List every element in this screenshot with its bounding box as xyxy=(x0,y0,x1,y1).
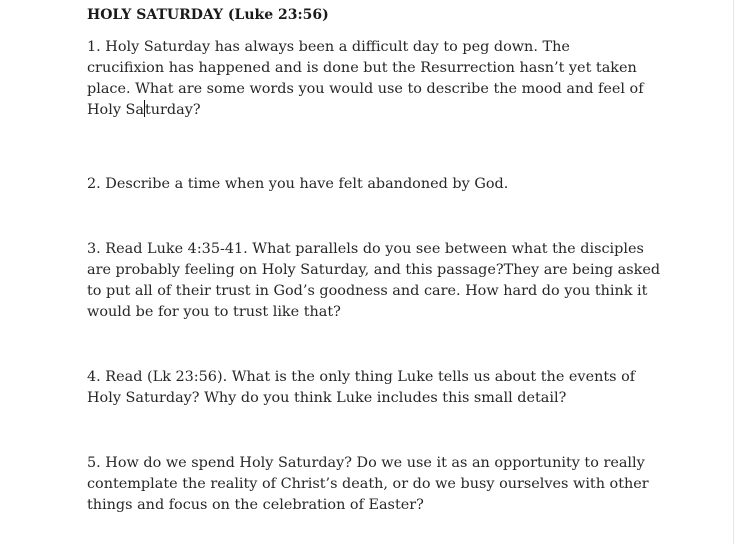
question-1 xyxy=(87,37,647,121)
question-3: 3. Read Luke 4:35-41. What parallels do you see between what the disciples are probably feeling on Holy Saturday, and this passage?They are being asked to put all of their trust in God’s goodness and care. How hard do you think it would be for you to trust like that? xyxy=(87,241,661,320)
question-4: 4. Read (Lk 23:56). What is the only thing Luke tells us about the events of Holy Saturday? Why do you think Luke includes this small detail? xyxy=(87,369,636,406)
question-2: 2. Describe a time when you have felt abandoned by God. xyxy=(87,176,509,192)
question-1-text-end: turday? xyxy=(144,102,201,118)
question-5: 5. How do we spend Holy Saturday? Do we use it as an opportunity to really contemplate the reality of Christ’s death, or do we busy ourselves with other things and focus on the celebration of Easter? xyxy=(87,455,649,513)
question-1-text: 1. Holy Saturday has always been a difficult day to peg down. The crucifixion has happened and is done but the Resurrection hasn’t yet taken place. What are some words you would use to describe the mood and feel of Holy Sa xyxy=(87,39,644,118)
document-title: HOLY SATURDAY (Luke 23:56) xyxy=(87,7,329,23)
